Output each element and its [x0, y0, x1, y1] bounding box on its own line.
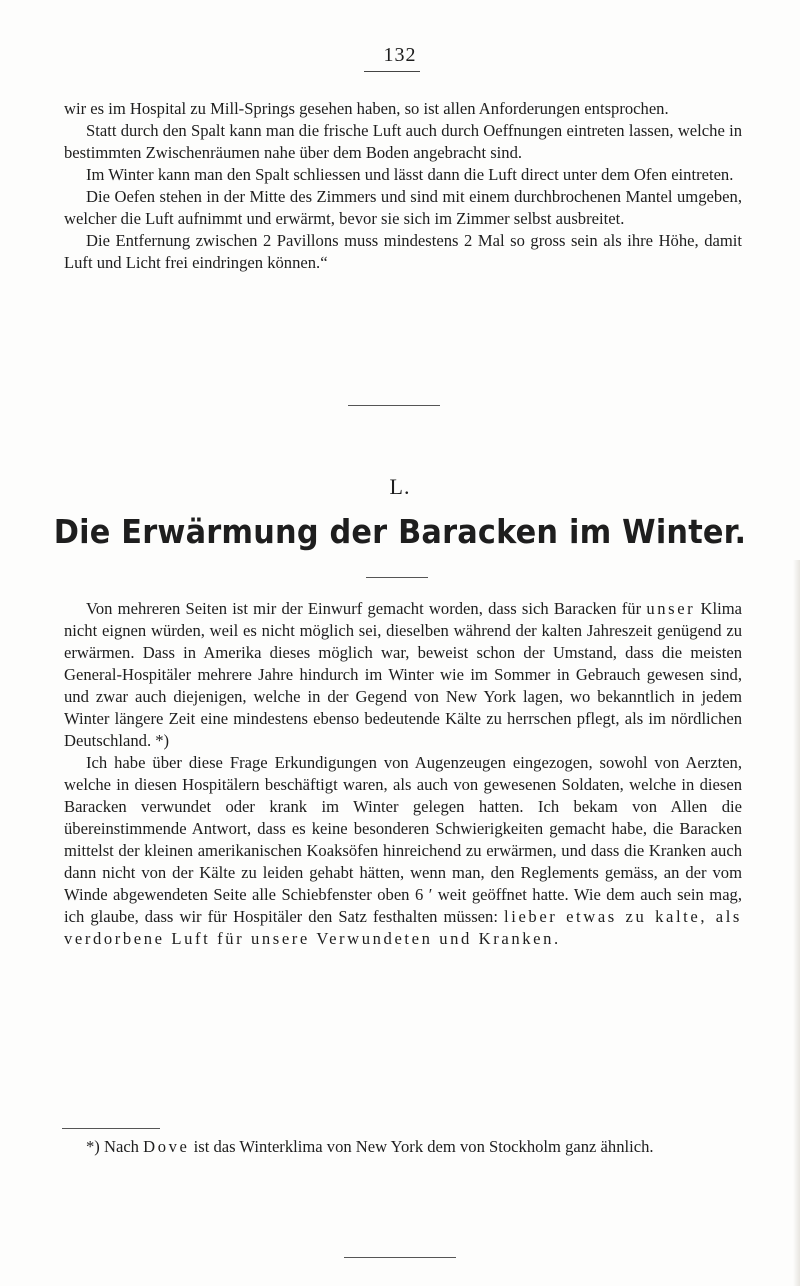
text-run: Ich habe über diese Frage Erkundigungen von Augenzeugen eingezogen, sowohl von Aerzten, welche in diesen Hospitälern beschäftigt waren, als auch von gewesenen Soldaten, welche in diesen Baracken verwundet oder krank im Winter gelegen hatten. Ich bekam von Allen die übereinstimmende Antwort, dass es keine besonderen Schwierigkeiten gemacht habe, die Baracken mittelst der kleinen amerikanischen Koaksöfen hinreichend zu erwärmen, und dass die Kranken auch dann nicht von der Kälte zu leiden gehabt hätten, wenn man, den Reglements gemäss, an der vom Winde abgewendeten Seite alle Schiebfenster oben 6 ′ weit geöffnet hatte. Wie dem auch sein mag, ich glaube, dass wir für Hospitäler den Satz festhalten müssen: [64, 753, 742, 926]
paragraph: Die Oefen stehen in der Mitte des Zimmers und sind mit einem durchbrochenen Mantel umgeben, welcher die Luft aufnimmt und erwärmt, bevor sie sich im Zimmer selbst ausbreitet. [64, 187, 742, 228]
section-body [64, 598, 742, 950]
section-divider [348, 405, 440, 406]
text-run: *) Nach [86, 1137, 144, 1156]
text-run: Von mehreren Seiten ist mir der Einwurf gemacht worden, dass sich Baracken für [86, 599, 647, 618]
end-rule [344, 1257, 456, 1258]
text-run: Klima nicht eignen würden, weil es nicht möglich sei, dieselben während der kalten Jahreszeit genügend zu erwärmen. Dass in Amerika dieses möglich war, beweist schon der Umstand, dass die meisten General-Hospitäler mehrere Jahre hindurch im Winter wie im Sommer in Gebrauch gewesen sind, und zwar auch diejenigen, welche in der Gegend von New York lagen, wo bekanntlich in jedem Winter längere Zeit eine mindestens ebenso bedeutende Kälte zu herrschen pflegt, als im nördlichen Deutschland. *) [64, 599, 743, 750]
text-run: ist das Winterklima von New York dem von Stockholm ganz ähnlich. [189, 1137, 654, 1156]
paragraph: Die Entfernung zwischen 2 Pavillons muss mindestens 2 Mal so gross sein als ihre Höhe, damit Luft und Licht frei eindringen können.“ [64, 231, 742, 272]
page-edge-shadow [793, 560, 800, 1286]
section-title: Die Erwärmung der Baracken im Winter. [53, 512, 747, 551]
paragraph [64, 752, 742, 950]
paragraph: Im Winter kann man den Spalt schliessen und lässt dann die Luft direct unter dem Ofen eintreten. [86, 165, 734, 184]
page-number: 132 [383, 44, 417, 66]
section-number: L. [389, 474, 411, 499]
page-number-underline [364, 71, 420, 72]
footnote [64, 1136, 742, 1158]
emphasized-text: Dove [143, 1137, 190, 1156]
paragraph [64, 598, 742, 752]
paragraph: Statt durch den Spalt kann man die frische Luft auch durch Oeffnungen eintreten lassen, welche in bestimmten Zwischenräumen nahe über dem Boden angebracht sind. [64, 121, 742, 162]
paragraph: wir es im Hospital zu Mill-Springs gesehen haben, so ist allen Anforderungen entsprochen. [64, 99, 669, 118]
title-divider [366, 577, 428, 578]
emphasized-text: lieber etwas zu kalte, als verdorbene Luft für unsere Verwundeten und Kranken. [64, 907, 742, 948]
footnote-rule [62, 1128, 160, 1129]
emphasized-text: unser [646, 599, 696, 618]
footnote-text [64, 1136, 742, 1158]
continued-text [64, 98, 742, 274]
